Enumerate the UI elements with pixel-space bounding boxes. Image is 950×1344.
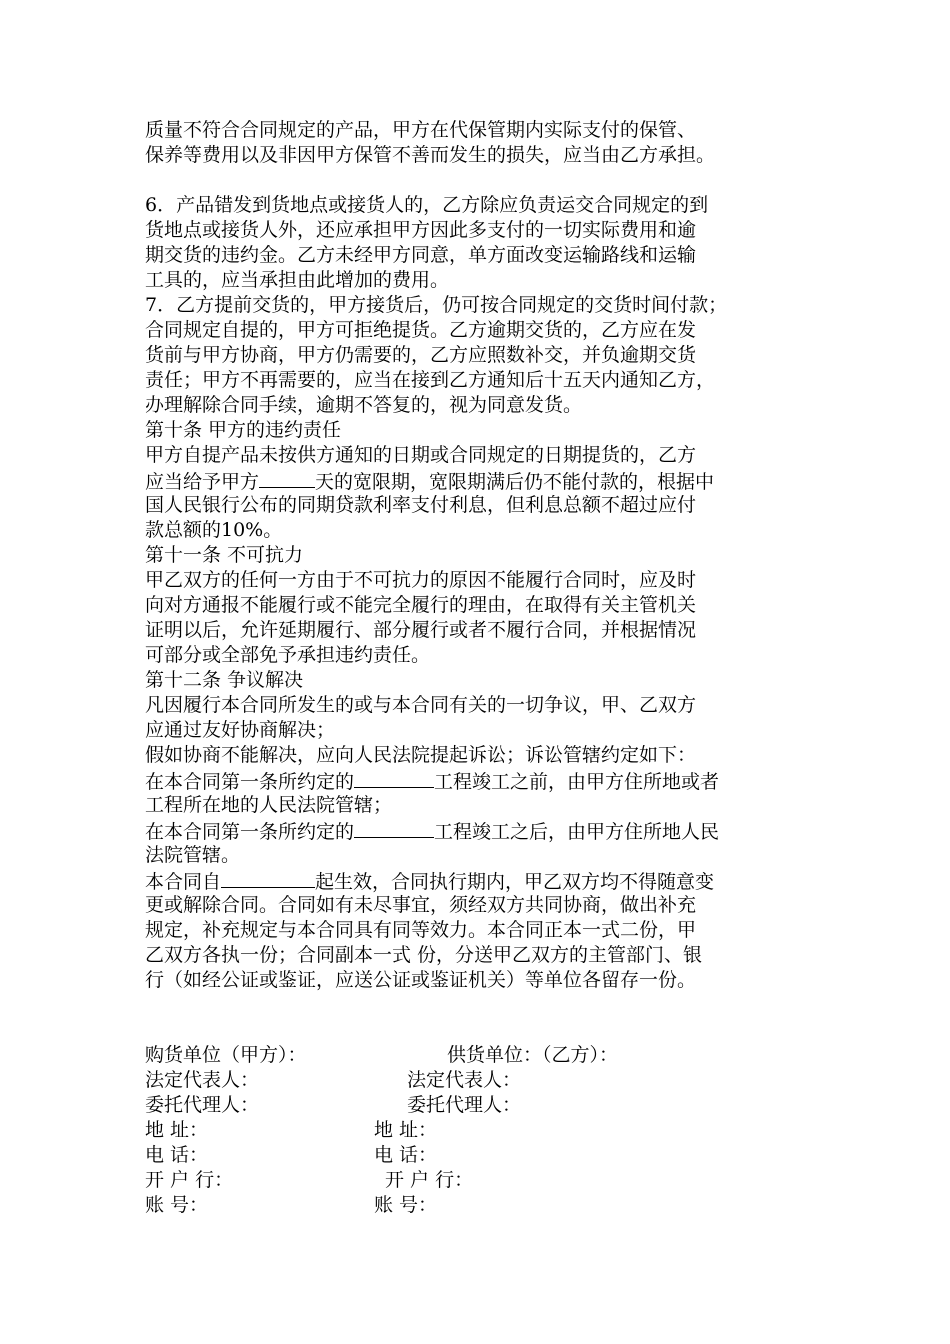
text-line: 工具的，应当承担由此增加的费用。 <box>145 269 450 291</box>
text-line: 甲方自提产品未按供方通知的日期或合同规定的日期提货的，乙方 <box>145 444 697 466</box>
text-line: 办理解除合同手续，逾期不答复的，视为同意发货。 <box>145 394 583 416</box>
spacer <box>145 168 825 193</box>
phone-label-right: 电 话： <box>374 1144 438 1166</box>
text-fragment: 在本合同第一条所约定的 <box>145 771 355 793</box>
account-label-left: 账 号： <box>145 1194 209 1216</box>
text-line: 可部分或全部免予承担违约责任。 <box>145 644 431 666</box>
text-fragment: 在本合同第一条所约定的 <box>145 821 355 843</box>
address-label-right: 地 址： <box>374 1119 438 1141</box>
text-fragment: 起生效，合同执行期内，甲乙双方均不得随意变 <box>315 871 715 893</box>
text-line: 责任；甲方不再需要的，应当在接到乙方通知后十五天内通知乙方， <box>145 369 716 391</box>
text-line: 工程所在地的人民法院管辖； <box>145 794 393 816</box>
text-line: 款总额的10%。 <box>145 519 283 541</box>
article-12 <box>145 668 825 868</box>
bank-label-left: 开 户 行： <box>145 1169 234 1191</box>
text-line <box>145 818 825 843</box>
text-line: 假如协商不能解决，应向人民法院提起诉讼；诉讼管辖约定如下： <box>145 744 697 766</box>
text-line: 7．乙方提前交货的，甲方接货后，仍可按合同规定的交货时间付款； <box>145 294 728 316</box>
signature-row-agent <box>145 1093 825 1118</box>
text-fragment: 工程竣工之后，由甲方住所地人民 <box>434 821 720 843</box>
article-heading: 第十二条 争议解决 <box>145 669 304 691</box>
signature-block <box>145 1043 825 1218</box>
continuation-paragraph <box>145 118 825 168</box>
text-line: 期交货的违约金。乙方未经甲方同意，单方面改变运输路线和运输 <box>145 244 697 266</box>
text-line: 6．产品错发到货地点或接货人的，乙方除应负责运交合同规定的到 <box>145 194 709 216</box>
text-line: 行（如经公证或鉴证，应送公证或鉴证机关）等单位各留存一份。 <box>145 969 697 991</box>
text-line: 合同规定自提的，甲方可拒绝提货。乙方逾期交货的，乙方应在发 <box>145 319 697 341</box>
clause-item-6 <box>145 193 825 293</box>
signature-row-party <box>145 1043 825 1068</box>
effectiveness-paragraph <box>145 868 825 993</box>
bank-label-right: 开 户 行： <box>385 1169 474 1191</box>
text-line <box>145 468 825 493</box>
article-11 <box>145 543 825 668</box>
text-line: 甲乙双方的任何一方由于不可抗力的原因不能履行合同时，应及时 <box>145 569 697 591</box>
text-line: 国人民银行公布的同期贷款利率支付利息，但利息总额不超过应付 <box>145 494 697 516</box>
blank-underline <box>354 818 434 838</box>
agent-label-left: 委托代理人： <box>145 1094 260 1116</box>
text-line: 货前与甲方协商，甲方仍需要的，乙方应照数补交，并负逾期交货 <box>145 344 697 366</box>
agent-label-right: 委托代理人： <box>407 1094 522 1116</box>
blank-underline <box>354 768 434 788</box>
legal-rep-label-right: 法定代表人： <box>407 1069 522 1091</box>
supplier-label: 供货单位：（乙方）： <box>447 1044 619 1066</box>
article-heading: 第十一条 不可抗力 <box>145 544 304 566</box>
article-10 <box>145 418 825 543</box>
signature-row-bank <box>145 1168 825 1193</box>
signature-row-representative <box>145 1068 825 1093</box>
text-line: 乙双方各执一份；合同副本一式 份，分送甲乙双方的主管部门、银 <box>145 944 703 966</box>
text-line: 法院管辖。 <box>145 844 241 866</box>
text-fragment: 本合同自 <box>145 871 222 893</box>
text-fragment: 天的宽限期，宽限期满后仍不能付款的，根据中 <box>315 471 715 493</box>
clause-item-7 <box>145 293 825 418</box>
legal-rep-label-left: 法定代表人： <box>145 1069 260 1091</box>
text-line: 货地点或接货人外，还应承担甲方因此多支付的一切实际费用和逾 <box>145 219 697 241</box>
contract-page <box>145 118 825 1218</box>
text-line: 更或解除合同。合同如有未尽事宜，须经双方共同协商，做出补充 <box>145 894 697 916</box>
text-line: 规定，补充规定与本合同具有同等效力。本合同正本一式二份，甲 <box>145 919 697 941</box>
blank-underline <box>259 468 315 488</box>
text-line: 质量不符合合同规定的产品，甲方在代保管期内实际支付的保管、 <box>145 119 697 141</box>
text-line <box>145 768 825 793</box>
text-line <box>145 868 825 893</box>
account-label-right: 账 号： <box>374 1194 438 1216</box>
signature-row-phone <box>145 1143 825 1168</box>
blank-underline <box>221 868 315 888</box>
text-line: 凡因履行本合同所发生的或与本合同有关的一切争议，甲、乙双方 <box>145 694 697 716</box>
text-line: 向对方通报不能履行或不能完全履行的理由，在取得有关主管机关 <box>145 594 697 616</box>
buyer-label: 购货单位（甲方）： <box>145 1044 307 1066</box>
text-fragment: 工程竣工之前，由甲方住所地或者 <box>434 771 720 793</box>
text-line: 证明以后，允许延期履行、部分履行或者不履行合同，并根据情况 <box>145 619 697 641</box>
spacer <box>145 993 825 1043</box>
signature-row-account <box>145 1193 825 1218</box>
text-line: 保养等费用以及非因甲方保管不善而发生的损失，应当由乙方承担。 <box>145 144 716 166</box>
phone-label-left: 电 话： <box>145 1144 209 1166</box>
text-line: 应通过友好协商解决； <box>145 719 336 741</box>
signature-row-address <box>145 1118 825 1143</box>
text-fragment: 应当给予甲方 <box>145 471 260 493</box>
address-label-left: 地 址： <box>145 1119 209 1141</box>
article-heading: 第十条 甲方的违约责任 <box>145 419 342 441</box>
